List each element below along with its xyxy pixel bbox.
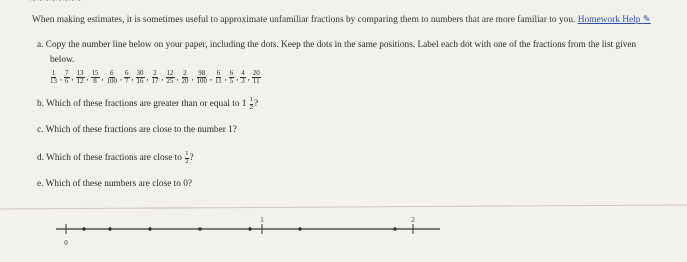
fraction-item: $\frac{6}{11}$	[215, 69, 222, 85]
page-fold-line	[0, 205, 687, 209]
fraction-item: $\frac{2}{17}$	[151, 69, 159, 85]
cropped-header-mark: ~~~~~~~~	[30, 0, 82, 6]
fraction-item: $\frac{13}{12}$	[76, 69, 84, 85]
part-d-question: d. Which of these fractions are close to $\frac{1}{2}$ ?	[37, 150, 194, 165]
fraction-item: $\frac{20}{11}$	[252, 69, 260, 85]
fraction-item: $\frac{6}{7}$	[125, 69, 129, 85]
dot	[108, 227, 111, 230]
intro-text: When making estimates, it is sometimes useful to approximate unfamiliar fractions by comparing them to numbers that are more familiar to you.	[32, 15, 576, 25]
fraction-item: $\frac{7}{6}$	[65, 69, 69, 85]
comma: ,	[131, 73, 134, 82]
fraction-item: $\frac{15}{8}$	[91, 69, 99, 85]
comma: ,	[191, 73, 194, 82]
comma: ,	[71, 73, 74, 82]
intro-paragraph	[32, 14, 651, 25]
fraction-item: $\frac{2}{20}$	[181, 69, 189, 85]
label-2: 2	[411, 216, 415, 224]
part-a-line2: below.	[50, 55, 75, 65]
dot	[148, 227, 151, 230]
comma: ,	[60, 73, 62, 82]
dot	[393, 227, 396, 230]
dot	[198, 227, 201, 230]
fraction-item: $\frac{30}{16}$	[136, 69, 144, 85]
comma: ,	[176, 73, 179, 82]
comma: ,	[224, 73, 227, 82]
fraction-item: $\frac{1}{13}$	[50, 69, 57, 85]
cropped-header-text	[30, 0, 82, 6]
fraction-item: $\frac{4}{3}$	[241, 69, 245, 85]
fraction-half: $\frac{1}{2}$	[185, 150, 189, 165]
mixed-fraction-half: $\frac{1}{2}$	[249, 96, 254, 111]
comma: ,	[120, 73, 122, 82]
dot	[82, 227, 85, 230]
label-1: 1	[260, 216, 264, 224]
dot	[298, 227, 301, 230]
comma: ,	[247, 73, 250, 82]
fraction-item: $\frac{6}{5}$	[229, 69, 234, 85]
comma: ,	[86, 73, 89, 82]
fraction-item: $\frac{98}{100}$	[196, 69, 207, 85]
comma: ,	[101, 73, 104, 82]
part-e-question: e. Which of these numbers are close to 0?	[37, 179, 192, 189]
help-arrow-icon: ✎	[642, 15, 651, 25]
homework-help-link[interactable]: Homework Help ✎	[577, 15, 651, 25]
part-c-question: c. Which of these fractions are close to the number 1?	[37, 125, 237, 135]
comma: ,	[210, 73, 212, 82]
number-line	[0, 188, 687, 262]
comma: ,	[161, 73, 164, 82]
part-a-line1: a. Copy the number line below on your paper, including the dots. Keep the dots in the same positions. Label each dot with one of the fractions from the list given	[37, 40, 637, 50]
comma: ,	[236, 73, 239, 82]
fraction-item: $\frac{12}{25}$	[166, 69, 174, 85]
part-b-question: b. Which of these fractions are greater than or equal to 1 $\frac{1}{2}$ ?	[37, 96, 259, 111]
dot	[248, 227, 251, 230]
fraction-list	[48, 70, 262, 85]
comma: ,	[146, 73, 149, 82]
fraction-item: $\frac{6}{100}$	[106, 69, 117, 85]
label-0: 0	[64, 239, 68, 247]
